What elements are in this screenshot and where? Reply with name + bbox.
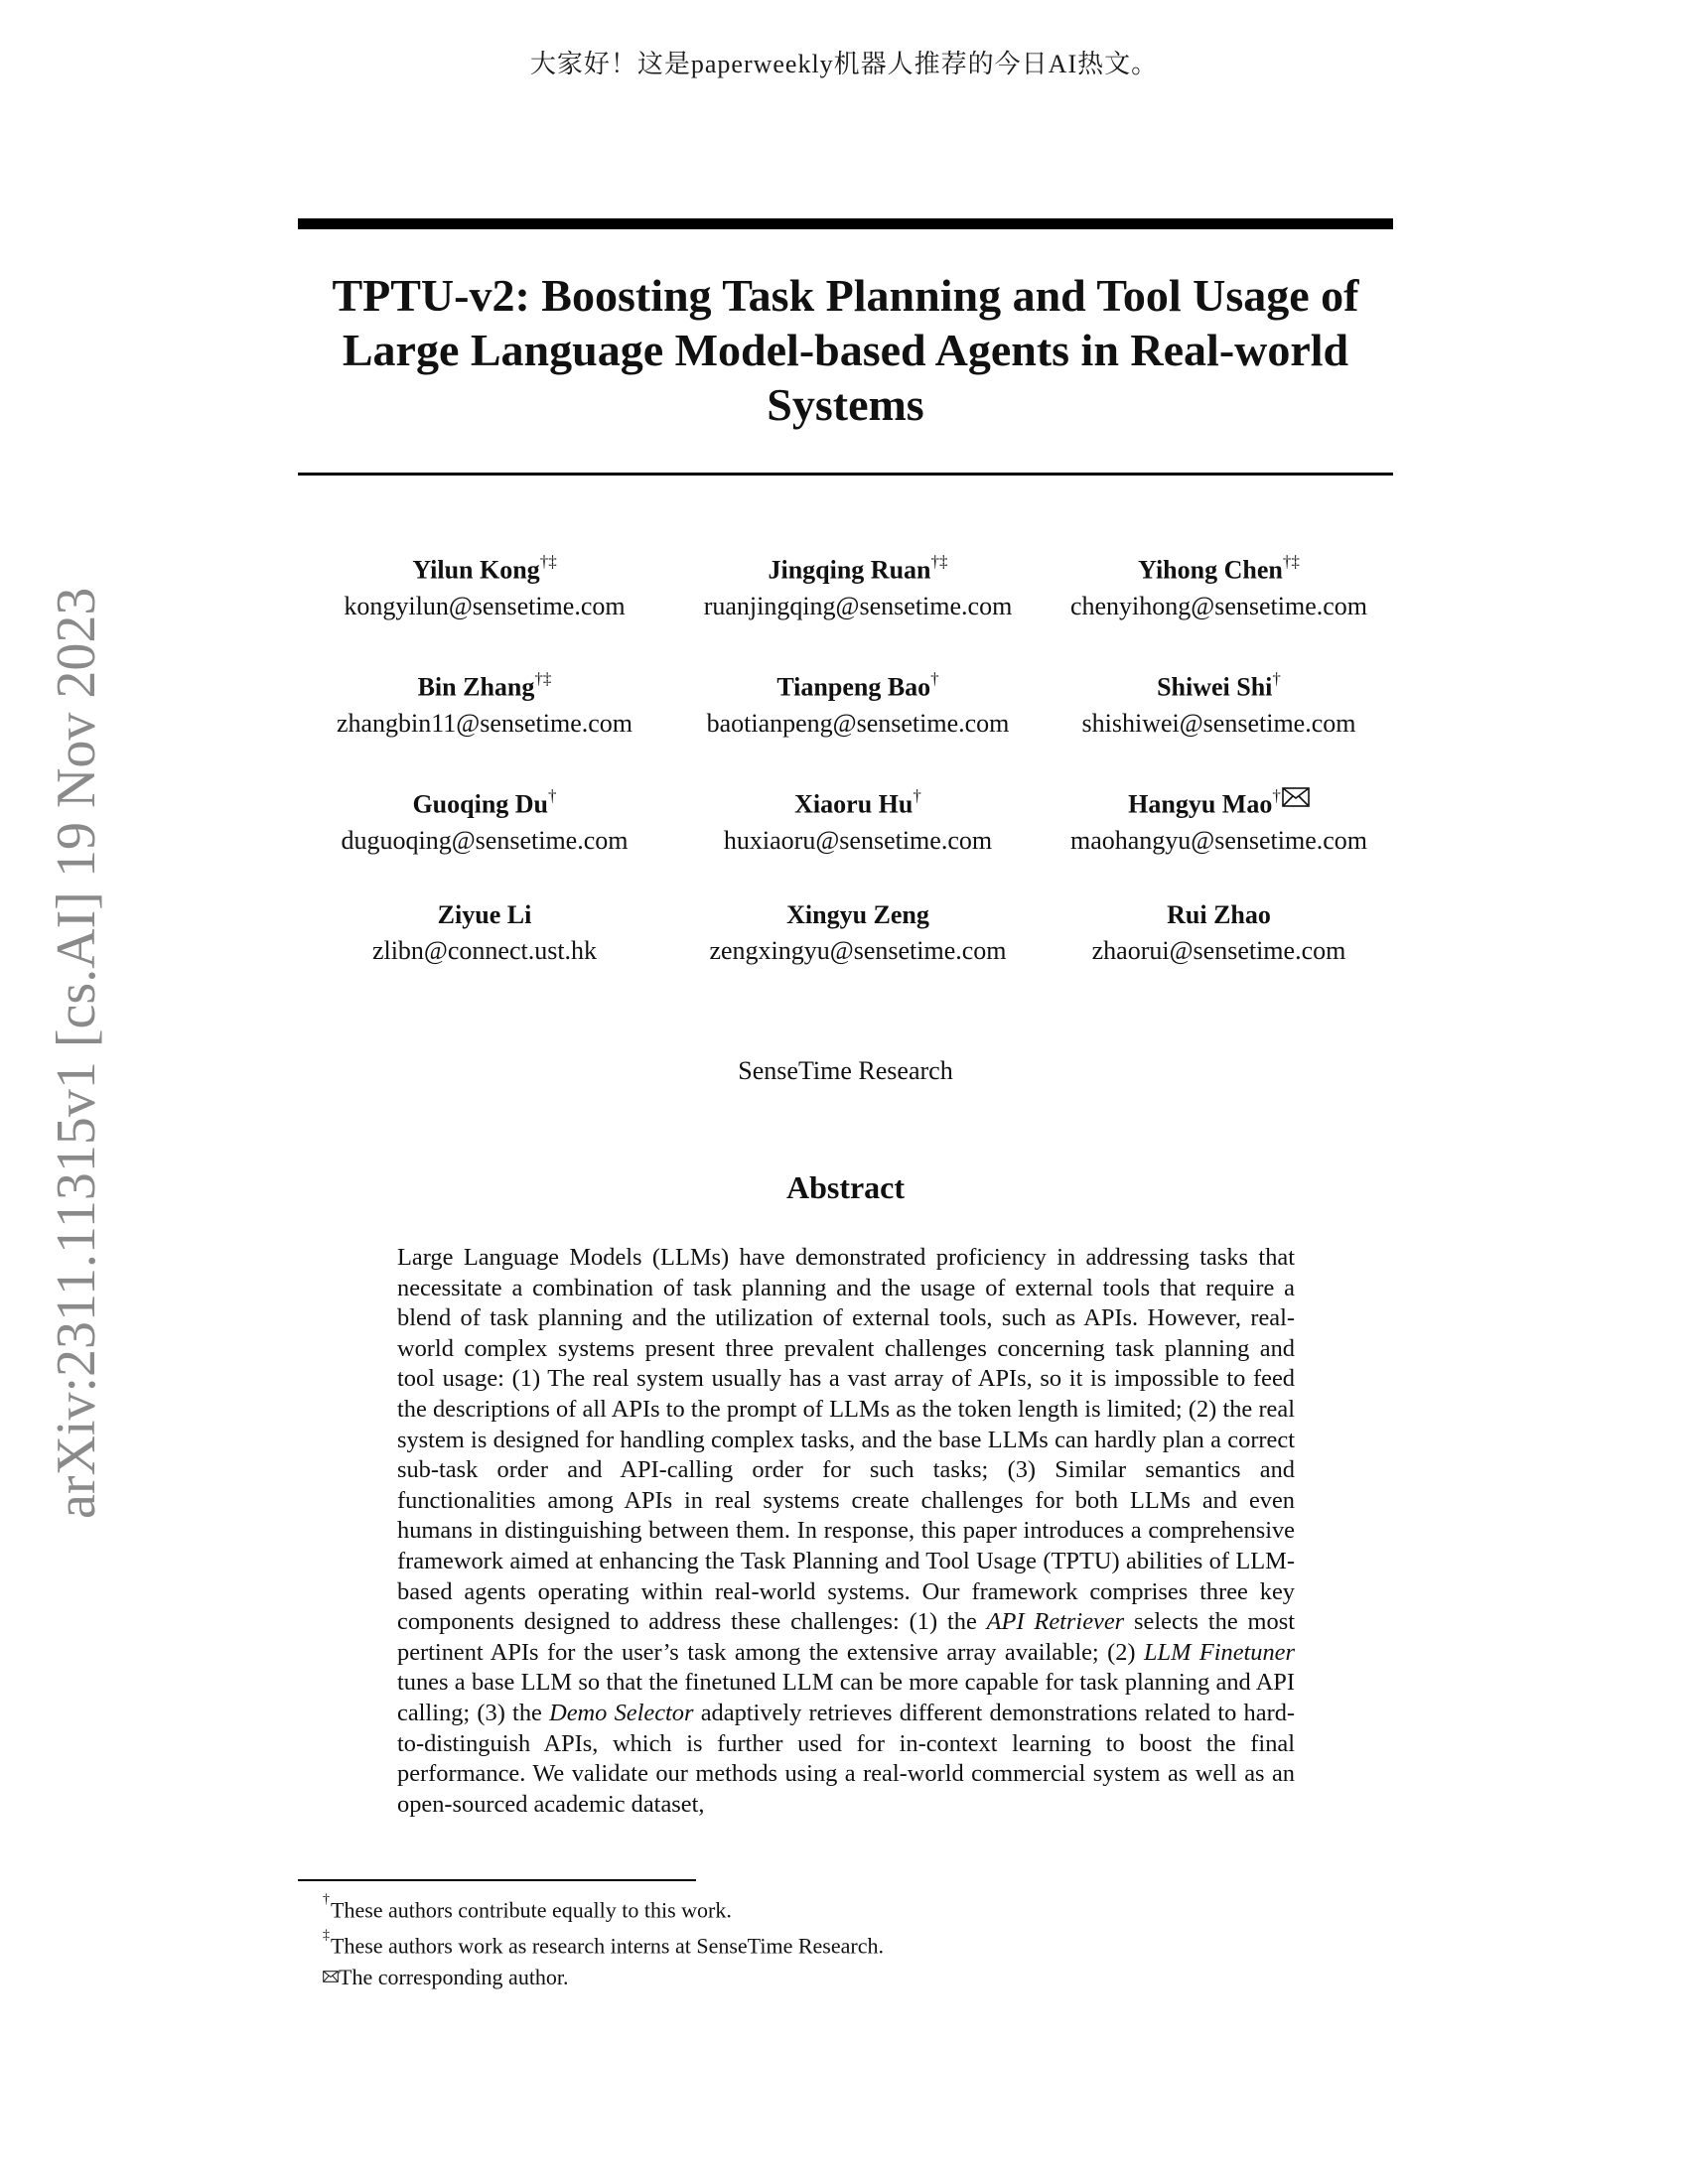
author-email: kongyilun@sensetime.com	[344, 591, 626, 620]
footnote-corresponding: The corresponding author.	[323, 1960, 1316, 1995]
author-email: zlibn@connect.ust.hk	[371, 936, 598, 965]
author-entry	[298, 546, 671, 663]
envelope-icon	[1282, 781, 1310, 817]
author-entry	[1045, 546, 1393, 663]
author-row	[298, 780, 1393, 897]
author-email: huxiaoru@sensetime.com	[723, 825, 993, 855]
author-email: chenyihong@sensetime.com	[1069, 591, 1368, 620]
author-entry	[671, 780, 1045, 897]
author-entry	[1045, 663, 1393, 780]
author-entry	[671, 897, 1045, 1015]
title-line: Systems	[767, 379, 924, 430]
abstract-term: LLM Finetuner	[1143, 1638, 1296, 1666]
abstract-term: API Retriever	[986, 1608, 1125, 1636]
affiliation: SenseTime Research	[738, 1056, 953, 1085]
banner-text: 大家好！这是paperweekly机器人推荐的今日AI热文。	[529, 50, 1159, 78]
footnotes	[323, 1888, 1316, 1995]
author-name: Shiwei Shi†	[1157, 669, 1281, 702]
footnote-rule	[298, 1879, 696, 1881]
author-name: Xiaoru Hu†	[794, 786, 921, 819]
abstract-text: Large Language Models (LLMs) have demonstrated proficiency in addressing tasks that necessitate a combination of task planning and the usage of external tools that require a blend of task planning and the utilization of external tools, such as APIs. However, real-world complex systems present three prevalent challenges concerning task planning and tool usage: (1) The real system usually has a vast array of APIs, so it is impossible to feed the descriptions of all APIs to the prompt of LLMs as the token length is limited; (2) the real system is designed for handling complex tasks, and the base LLMs can hardly plan a correct sub-task order and API-calling order for such tasks; (3) Similar semantics and functionalities among APIs in real systems create challenges for both LLMs and even humans in distinguishing between them. In response, this paper introduces a comprehensive framework aimed at enhancing the Task Planning and Tool Usage (TPTU) abilities of LLM-based agents operating within real-world systems. Our framework comprises three key components designed to address these challenges: (1) the	[397, 1244, 1295, 1636]
footnote-equal-contribution: †These authors contribute equally to this work.	[323, 1892, 732, 1923]
author-email: maohangyu@sensetime.com	[1069, 825, 1368, 855]
abstract-text: adaptively retrieves different demonstrations related to hard-to-distinguish APIs, which is further used for in-context learning to boost the final performance. We validate our methods using a real-world commercial system as well as an open-sourced academic dataset,	[397, 1699, 1296, 1818]
author-email: duguoqing@sensetime.com	[341, 825, 629, 855]
arxiv-identifier: arXiv:2311.11315v1 [cs.AI] 19 Nov 2023	[46, 587, 107, 1519]
abstract-body	[397, 1243, 1295, 1820]
title-top-rule	[298, 218, 1393, 229]
author-name: Jingqing Ruan†‡	[768, 552, 948, 585]
title-line: Large Language Model-based Agents in Real-world	[342, 325, 1349, 375]
envelope-icon	[323, 1958, 339, 1993]
author-email: baotianpeng@sensetime.com	[706, 708, 1010, 738]
author-name: Yihong Chen†‡	[1138, 552, 1300, 585]
author-name: Yilun Kong†‡	[412, 552, 557, 585]
author-entry	[671, 546, 1045, 663]
paper-title	[298, 268, 1393, 432]
author-row	[298, 663, 1393, 780]
author-entry	[1045, 897, 1393, 1015]
abstract-text: tunes a base LLM so that the finetuned LLM can be more capable for task planning and API calling; (3) the	[397, 1669, 1295, 1726]
abstract-text: selects the most pertinent APIs for the user’s task among the extensive array available; (2)	[397, 1608, 1295, 1666]
author-entry	[671, 663, 1045, 780]
title-bottom-rule	[298, 473, 1393, 476]
author-row	[298, 897, 1393, 1015]
author-name: Guoqing Du†	[412, 786, 557, 819]
title-line: TPTU-v2: Boosting Task Planning and Tool Usage of	[332, 270, 1359, 321]
author-block	[298, 546, 1393, 1015]
author-name: Ziyue Li	[437, 900, 532, 929]
author-entry	[298, 897, 671, 1015]
author-name: Tianpeng Bao†	[776, 669, 939, 702]
author-row	[298, 546, 1393, 663]
footnote-interns: ‡These authors work as research interns at SenseTime Research.	[323, 1928, 884, 1959]
author-name: Bin Zhang†‡	[417, 669, 552, 702]
author-entry	[1045, 780, 1393, 897]
author-email: ruanjingqing@sensetime.com	[703, 591, 1013, 620]
abstract-term: Demo Selector	[549, 1699, 694, 1726]
author-email: zhangbin11@sensetime.com	[336, 708, 633, 738]
author-email: zhaorui@sensetime.com	[1091, 936, 1346, 965]
author-name: Rui Zhao	[1167, 900, 1271, 929]
author-name: Hangyu Mao†	[1045, 780, 1393, 823]
author-entry	[298, 780, 671, 897]
author-email: shishiwei@sensetime.com	[1081, 708, 1356, 738]
author-name: Xingyu Zeng	[786, 900, 929, 929]
abstract-heading: Abstract	[785, 1169, 906, 1205]
author-entry	[298, 663, 671, 780]
author-email: zengxingyu@sensetime.com	[709, 936, 1007, 965]
